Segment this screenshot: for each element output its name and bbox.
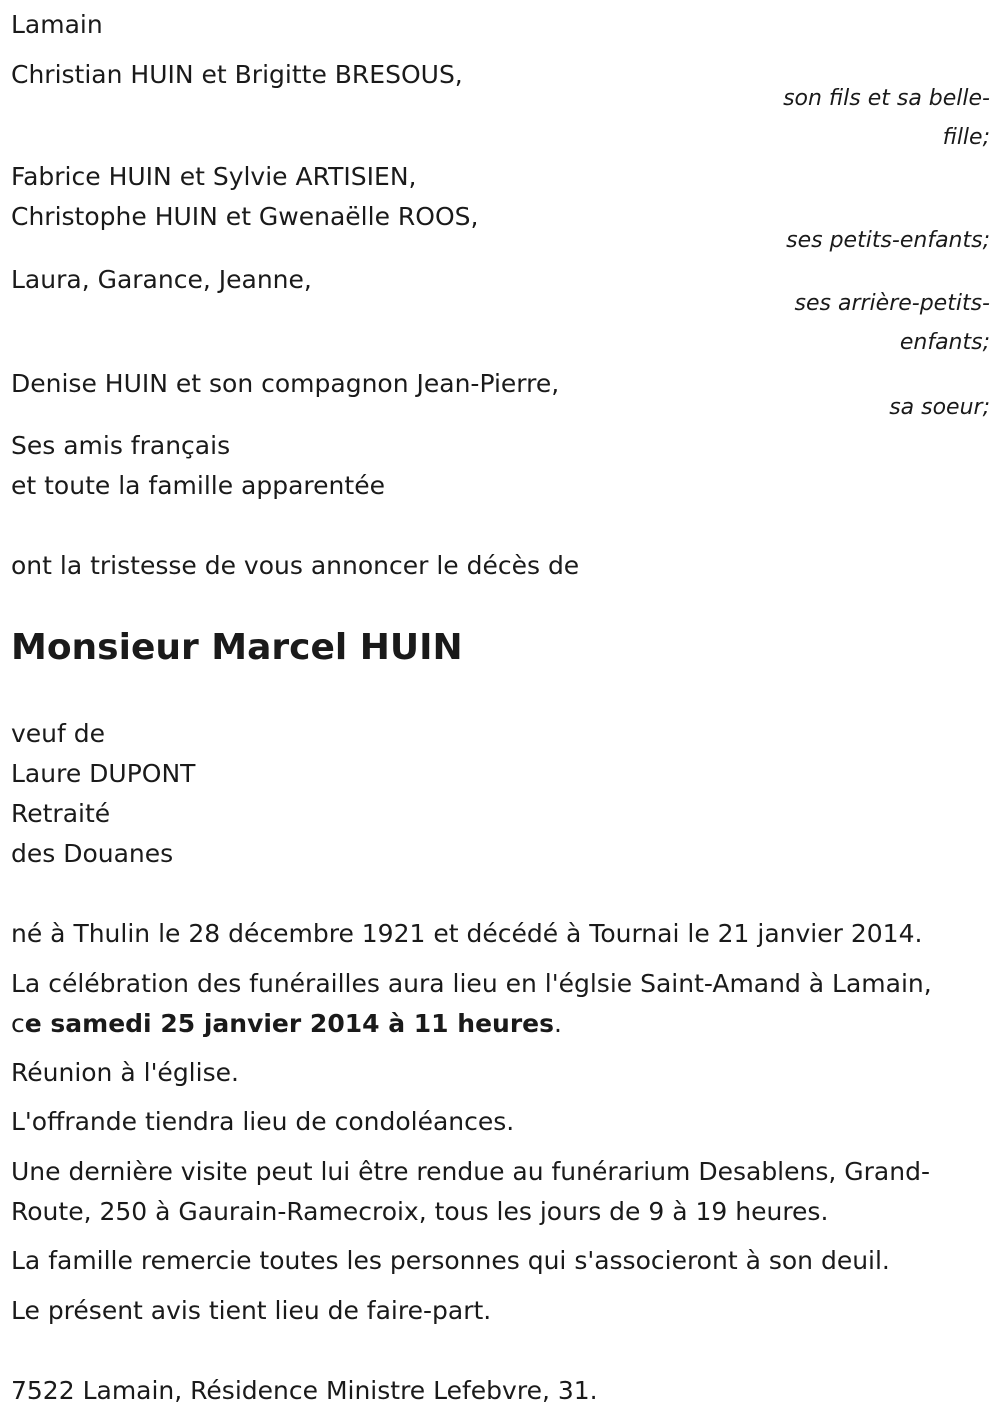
notice: Le présent avis tient lieu de faire-part. (11, 1296, 492, 1325)
widower-of: veuf de (11, 719, 106, 748)
grandchild-2: Christophe HUIN et Gwenaëlle ROOS, (11, 202, 479, 231)
profession-line2: des Douanes (11, 839, 174, 868)
announcement: ont la tristesse de vous annoncer le décès de (11, 551, 580, 580)
address: 7522 Lamain, Résidence Ministre Lefebvre, 31. (11, 1376, 598, 1405)
sister-relation: sa soeur; (889, 395, 990, 420)
son-relation-line1: son fils et sa belle- (783, 86, 990, 111)
sister-names: Denise HUIN et son compagnon Jean-Pierre, (11, 369, 560, 398)
ceremony-prefix: c (11, 1009, 25, 1038)
great-relation-line2: enfants; (899, 330, 990, 355)
offering: L'offrande tiendra lieu de condoléances. (11, 1107, 515, 1136)
meeting: Réunion à l'église. (11, 1058, 239, 1087)
ceremony-suffix: . (554, 1009, 562, 1038)
profession-line1: Retraité (11, 799, 111, 828)
visit-line2: Route, 250 à Gaurain-Ramecroix, tous les jours de 9 à 19 heures. (11, 1197, 829, 1226)
spouse-name: Laure DUPONT (11, 759, 196, 788)
deceased-name: Monsieur Marcel HUIN (11, 627, 463, 668)
visit-line1: Une dernière visite peut lui être rendue au funérarium Desablens, Grand- (11, 1157, 930, 1186)
great-relation-line1: ses arrière-petits- (794, 291, 990, 316)
place-heading: Lamain (11, 10, 103, 39)
son-relation-line2: fille; (942, 125, 990, 150)
grandchild-1: Fabrice HUIN et Sylvie ARTISIEN, (11, 162, 417, 191)
ceremony-line1: La célébration des funérailles aura lieu en l'églsie Saint-Amand à Lamain, (11, 969, 932, 998)
great-grandchildren: Laura, Garance, Jeanne, (11, 265, 312, 294)
grandchildren-relation: ses petits-enfants; (786, 228, 990, 253)
friends-line: Ses amis français (11, 431, 231, 460)
family-line: et toute la famille apparentée (11, 471, 385, 500)
son-names: Christian HUIN et Brigitte BRESOUS, (11, 60, 463, 89)
thanks: La famille remercie toutes les personnes qui s'associeront à son deuil. (11, 1246, 890, 1275)
birth-death: né à Thulin le 28 décembre 1921 et décédé à Tournai le 21 janvier 2014. (11, 919, 923, 948)
ceremony-line2 (11, 1009, 562, 1039)
ceremony-date: e samedi 25 janvier 2014 à 11 heures (24, 1009, 554, 1038)
